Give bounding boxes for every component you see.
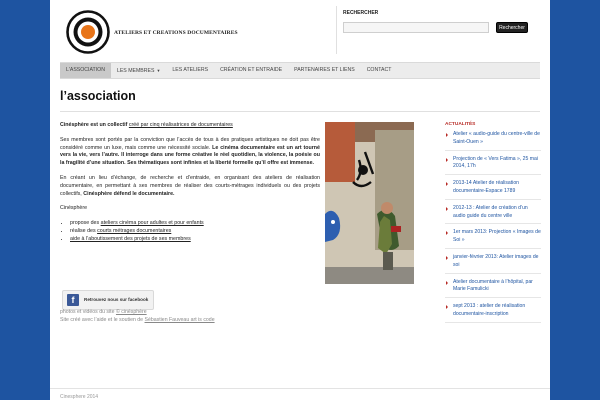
news-item[interactable]: janvier-février 2013: Atelier images de soi <box>445 254 541 274</box>
paragraph-2 <box>60 175 320 198</box>
list-item-prefix: réalise des <box>70 227 98 234</box>
site-name[interactable]: ATELIERS ET CREATIONS DOCUMENTAIRES <box>114 30 238 36</box>
list-item <box>70 228 320 236</box>
para2-bold: Cinésphère défend le documentaire. <box>83 190 175 197</box>
news-item[interactable]: sept 2013 : atelier de réalisation documentaire-inscription <box>445 303 541 323</box>
facebook-badge[interactable] <box>62 290 154 310</box>
news-item[interactable]: Atelier « audio-guide du centre-ville de Saint-Ouen » <box>445 131 541 151</box>
nav-item-contact[interactable] <box>361 63 398 78</box>
search-area <box>336 6 541 54</box>
news-item[interactable]: 2013-14 Atelier de réalisation documentaire-Espace 1789 <box>445 180 541 200</box>
mural-photo <box>325 122 414 284</box>
search-input[interactable] <box>343 22 489 33</box>
list-item <box>70 236 320 244</box>
para1-bold: Le cinéma documentaire est un art tourné vers la vie, vers l’autre. Il interroge dans une forme créative le réel quotidien, la violence, la poésie ou la fragilité d’une situation. Ses thématiques sont infinies et la liberté formelle qu’il offre est immense. <box>60 144 320 167</box>
list-item-link[interactable]: courts métrages documentaires <box>97 227 172 234</box>
chevron-down-icon: ▼ <box>156 68 161 73</box>
search-button[interactable]: Rechercher <box>496 22 528 33</box>
para1-text: Ses membres sont portés par la conviction que l’accès de tous à des pratiques artistiques ne doit pas être considéré comme un luxe, mais comme une nécessité sociale. <box>60 136 320 151</box>
facebook-icon: f <box>67 294 79 306</box>
nav-label: LES MEMBRES <box>116 68 155 74</box>
page-container <box>50 0 550 400</box>
paragraph-1 <box>60 137 320 168</box>
nav-item-membres[interactable] <box>111 63 166 78</box>
nav-item-partenaires[interactable] <box>288 63 361 78</box>
nav-item-creation[interactable] <box>214 63 288 78</box>
main-nav <box>60 62 540 79</box>
page-title: l’association <box>60 89 136 103</box>
nav-item-ateliers[interactable] <box>166 63 214 78</box>
photos-text: photos et vidéos du site <box>60 309 116 315</box>
nav-label: CRÉATION ET ENTRAIDE <box>220 67 283 73</box>
nav-label: L'ASSOCIATION <box>66 67 105 73</box>
photos-link[interactable]: © cinésphère <box>115 309 147 315</box>
footer-notes <box>60 308 215 324</box>
copyright: Cinesphere 2014 <box>60 394 99 400</box>
news-item[interactable]: Atelier documentaire à l’hôpital, par Marie Famulicki <box>445 279 541 299</box>
sidebar-heading: ACTUALITÉS <box>445 122 476 127</box>
nav-label: PARTENAIRES ET LIENS <box>294 67 355 73</box>
intro-link[interactable]: créé par cinq réalisatrices de documentaires <box>128 122 233 128</box>
intro-paragraph <box>60 122 320 130</box>
news-sidebar <box>445 122 541 328</box>
list-item-link[interactable]: ateliers cinéma pour adultes et pour enfants <box>100 220 204 227</box>
news-item[interactable]: Projection de « Vers Fatima », 25 mai 2014, 17h <box>445 156 541 176</box>
list-label: Cinésphère <box>60 205 88 212</box>
photos-credit <box>60 308 215 316</box>
list-item-prefix: propose des <box>70 220 101 227</box>
site-credit <box>60 316 215 324</box>
nav-label: CONTACT <box>366 67 392 73</box>
list-item <box>70 220 320 228</box>
credit-text: Site créé avec l’aide et le soutien de <box>60 317 145 323</box>
divider <box>60 111 540 112</box>
activities-list <box>60 220 320 243</box>
intro-text: Cinésphère est un collectif <box>60 122 129 128</box>
nav-label: LES ATELIERS <box>172 67 209 73</box>
news-item[interactable]: 2012-13 : Atelier de création d’un audio guide du centre ville <box>445 205 541 225</box>
facebook-label: Retrouvez nous sur facebook <box>84 297 149 302</box>
list-item-link[interactable]: aide à l’aboutissement des projets de ses membres <box>70 235 191 242</box>
site-logo[interactable] <box>66 10 110 54</box>
news-item[interactable]: 1er mars 2013: Projection « Images de Soi » <box>445 229 541 249</box>
search-label: RECHERCHER <box>343 10 379 16</box>
divider <box>50 388 550 389</box>
main-content <box>60 122 320 251</box>
para2-text: En créant un lieu d’échange, de recherche et d’entraide, en organisant des ateliers de réalisation documentaire, en permettant à ses membres de réaliser des courts-métrages individuels ou des projets collectifs, <box>60 174 320 197</box>
credit-link[interactable]: Sébastien Fauveau art is code <box>144 317 215 323</box>
nav-item-association[interactable] <box>60 63 111 78</box>
